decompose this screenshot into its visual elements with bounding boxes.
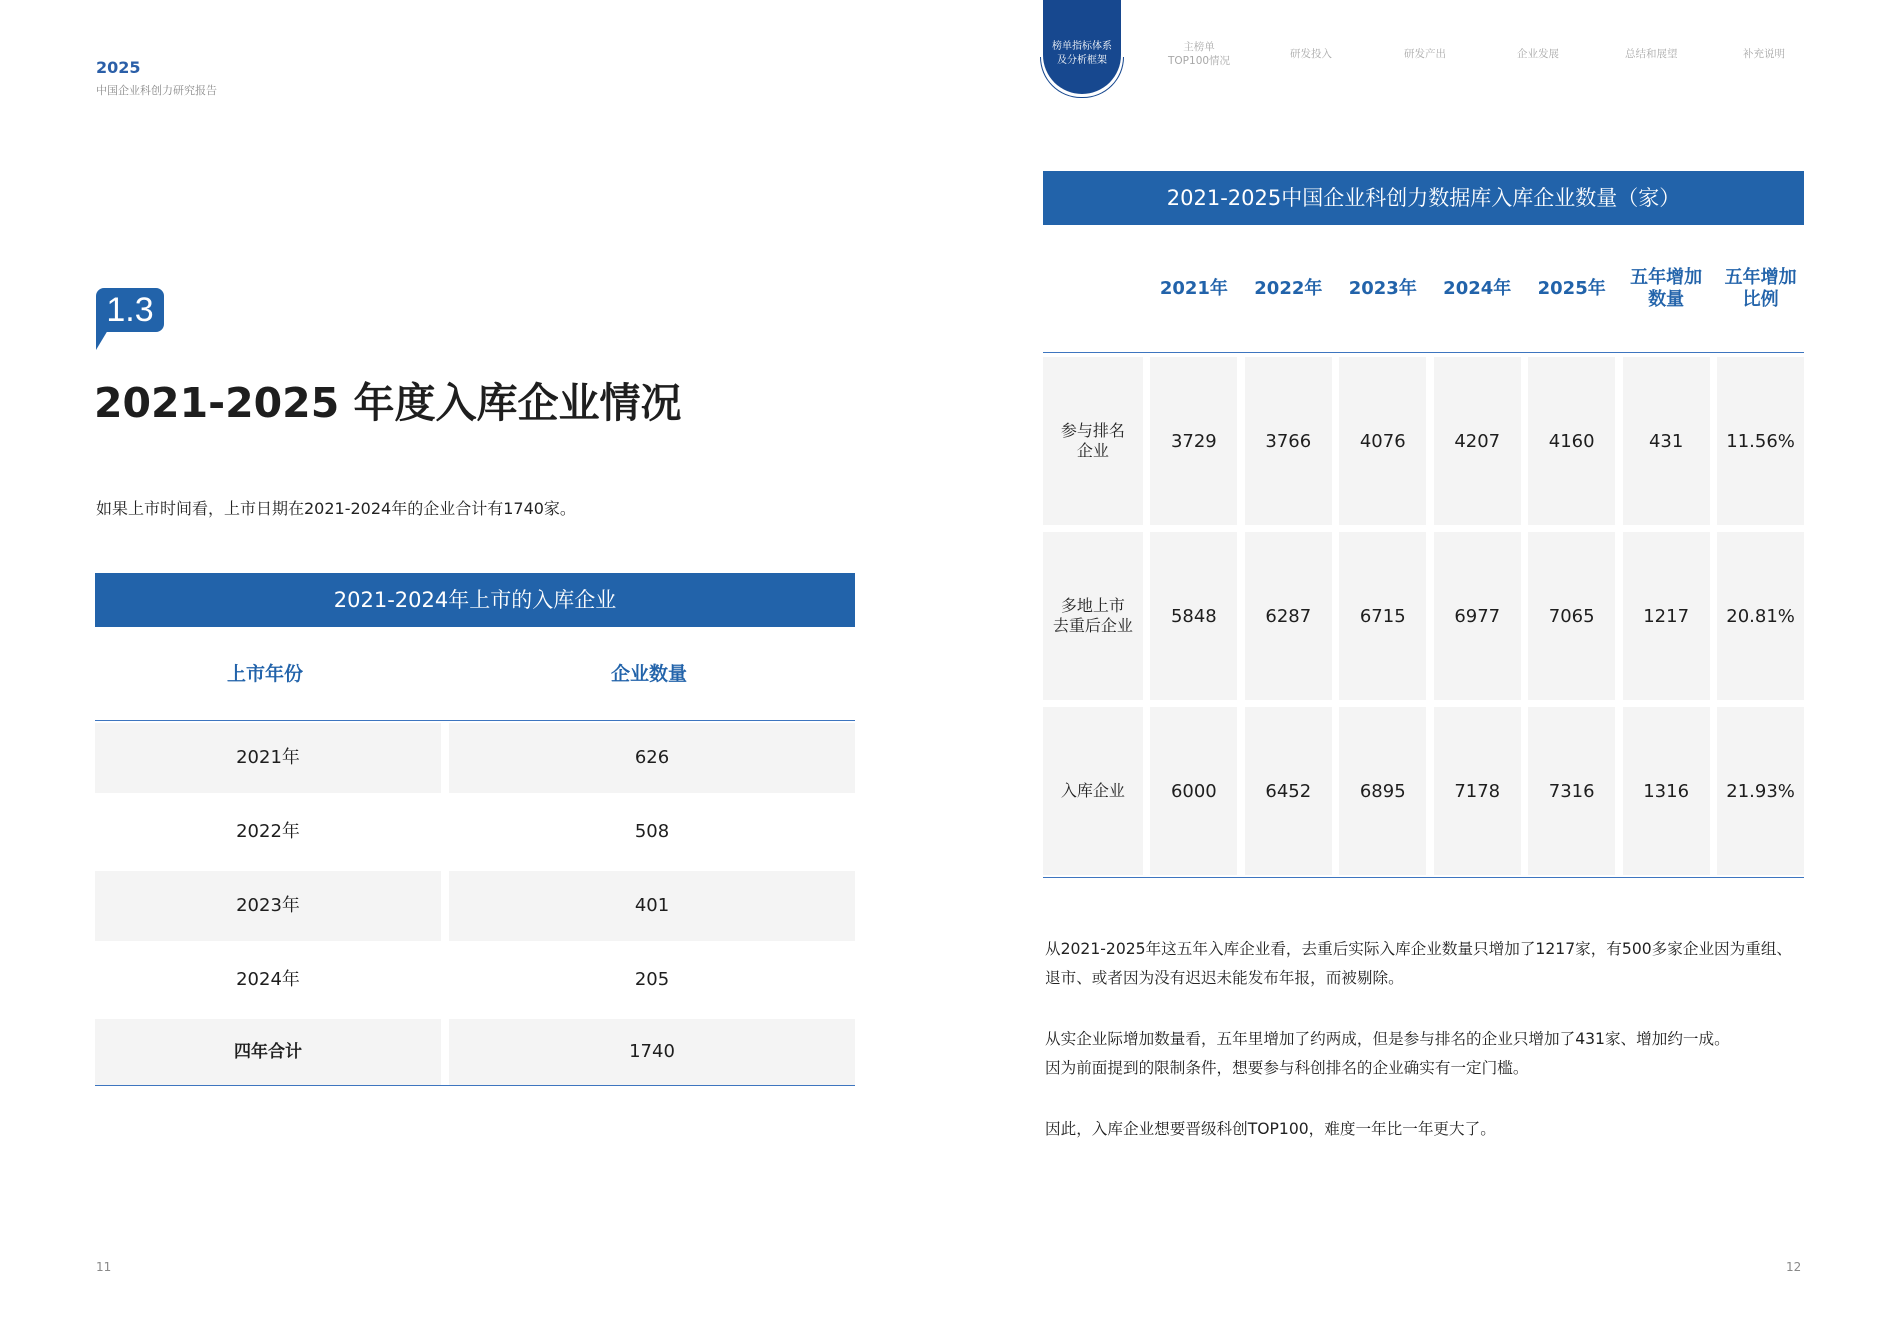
- table-cell: 21.93%: [1717, 707, 1804, 875]
- row-year: 2021年: [95, 723, 441, 793]
- table-cell: 6977: [1434, 532, 1521, 700]
- paragraph-line: 从实企业际增加数量看，五年里增加了约两成，但是参与排名的企业只增加了431家、增加约一成。: [1045, 1030, 1730, 1048]
- row-count: 626: [449, 723, 855, 793]
- table-row: [95, 795, 855, 869]
- header-label: 2022年: [1254, 277, 1323, 299]
- table-cell: 4207: [1434, 357, 1521, 525]
- table-row: [95, 721, 855, 795]
- header-2022: [1245, 225, 1332, 352]
- table-cell: 1316: [1623, 707, 1710, 875]
- nav-tab-rd-output[interactable]: [1404, 47, 1446, 61]
- header-label: 数量: [1648, 288, 1685, 310]
- header-five-year-increase: [1623, 225, 1710, 352]
- nav-tab-label: 研发产出: [1404, 48, 1446, 60]
- header-corner: [1043, 225, 1143, 352]
- row-count: 508: [634, 821, 670, 842]
- table-cell: 11.56%: [1717, 357, 1804, 525]
- table-title: 2021-2024年上市的入库企业: [95, 573, 855, 627]
- table-row: [95, 943, 855, 1017]
- row-label: [1043, 357, 1143, 525]
- total-count: 1740: [449, 1019, 855, 1085]
- analysis-paragraph-3: [1045, 1115, 1496, 1144]
- row-count: 205: [634, 969, 670, 990]
- row-label-line: 去重后企业: [1052, 616, 1133, 635]
- table-row: [1043, 703, 1804, 878]
- table-cell: 3729: [1150, 357, 1237, 525]
- row-year: 2024年: [236, 969, 300, 990]
- header-company-count: 企业数量: [610, 663, 687, 685]
- table-cell: 6715: [1339, 532, 1426, 700]
- nav-tab-notes[interactable]: [1743, 47, 1785, 61]
- nav-tab-framework[interactable]: [1043, 0, 1121, 94]
- row-label: 入库企业: [1043, 707, 1143, 875]
- nav-tab-label: 企业发展: [1517, 48, 1559, 60]
- section-title: 2021-2025 年度入库企业情况: [94, 379, 682, 427]
- header-2023: [1339, 225, 1426, 352]
- nav-tab-label: 总结和展望: [1625, 48, 1678, 60]
- table-header: [1043, 225, 1804, 353]
- table-title: 2021-2025中国企业科创力数据库入库企业数量（家）: [1043, 171, 1804, 225]
- header-label: 2024年: [1443, 277, 1512, 299]
- database-companies-table: [1043, 171, 1804, 878]
- table-row: [95, 869, 855, 943]
- table-header: [95, 627, 855, 721]
- nav-tab-rd-input[interactable]: [1290, 47, 1332, 61]
- table-cell: 6287: [1245, 532, 1332, 700]
- paragraph-line: 从2021-2025年这五年入库企业看，去重后实际入库企业数量只增加了1217家，有500多家企业因为重组、: [1045, 940, 1793, 958]
- report-year: 2025: [96, 58, 141, 77]
- report-name: 中国企业科创力研究报告: [96, 84, 217, 97]
- intro-text: 如果上市时间看，上市日期在2021-2024年的企业合计有1740家。: [96, 499, 576, 518]
- section-number-badge: 1.3: [96, 288, 164, 332]
- table-total-row: [95, 1017, 855, 1086]
- speech-tail-icon: [96, 330, 108, 350]
- table-row: [1043, 528, 1804, 703]
- nav-tab-label: 及分析框架: [1057, 55, 1107, 66]
- nav-tab-summary[interactable]: [1625, 47, 1678, 61]
- table-cell: 431: [1623, 357, 1710, 525]
- analysis-paragraph-2: [1045, 1025, 1730, 1083]
- row-year: 2022年: [236, 821, 300, 842]
- table-cell: 7316: [1528, 707, 1615, 875]
- total-label: 四年合计: [95, 1019, 441, 1085]
- paragraph-line: 因此，入库企业想要晋级科创TOP100，难度一年比一年更大了。: [1045, 1120, 1496, 1138]
- header-label: 2025年: [1537, 277, 1606, 299]
- table-cell: 3766: [1245, 357, 1332, 525]
- page-number-right: 12: [1786, 1260, 1802, 1274]
- nav-tab-label: 补充说明: [1743, 48, 1785, 60]
- row-count: 401: [449, 871, 855, 941]
- table-cell: 6895: [1339, 707, 1426, 875]
- row-label-line: 多地上市: [1060, 596, 1125, 615]
- table-cell: 6452: [1245, 707, 1332, 875]
- header-label: 比例: [1742, 288, 1779, 310]
- nav-tab-label: 主榜单: [1183, 41, 1215, 53]
- table-row: [1043, 353, 1804, 528]
- header-label: 2023年: [1348, 277, 1417, 299]
- nav-tab-label: 榜单指标体系: [1052, 41, 1112, 52]
- nav-tab-label: TOP100情况: [1168, 55, 1231, 67]
- header-2024: [1434, 225, 1521, 352]
- row-year: 2023年: [95, 871, 441, 941]
- header-2021: [1150, 225, 1237, 352]
- row-label: [1043, 532, 1143, 700]
- page-number-left: 11: [96, 1260, 112, 1274]
- table-cell: 6000: [1150, 707, 1237, 875]
- table-cell: 7065: [1528, 532, 1615, 700]
- table-cell: 4076: [1339, 357, 1426, 525]
- header-label: 五年增加: [1630, 266, 1703, 288]
- header-label: 2021年: [1159, 277, 1228, 299]
- listing-year-table: [95, 573, 855, 1086]
- nav-tab-label: 研发投入: [1290, 48, 1332, 60]
- row-label-line: 企业: [1076, 441, 1109, 460]
- table-cell: 5848: [1150, 532, 1237, 700]
- paragraph-line: 退市、或者因为没有迟迟未能发布年报，而被剔除。: [1045, 969, 1404, 987]
- header-five-year-ratio: [1717, 225, 1804, 352]
- table-cell: 1217: [1623, 532, 1710, 700]
- analysis-paragraph-1: [1045, 935, 1792, 993]
- paragraph-line: 因为前面提到的限制条件，想要参与科创排名的企业确实有一定门槛。: [1045, 1059, 1529, 1077]
- header-2025: [1528, 225, 1615, 352]
- header-label: 五年增加: [1724, 266, 1797, 288]
- table-cell: 20.81%: [1717, 532, 1804, 700]
- table-cell: 7178: [1434, 707, 1521, 875]
- header-listing-year: 上市年份: [226, 663, 303, 685]
- nav-tab-top100[interactable]: [1168, 40, 1230, 68]
- nav-tab-development[interactable]: [1517, 47, 1559, 61]
- table-cell: 4160: [1528, 357, 1615, 525]
- row-label-line: 参与排名: [1060, 421, 1125, 440]
